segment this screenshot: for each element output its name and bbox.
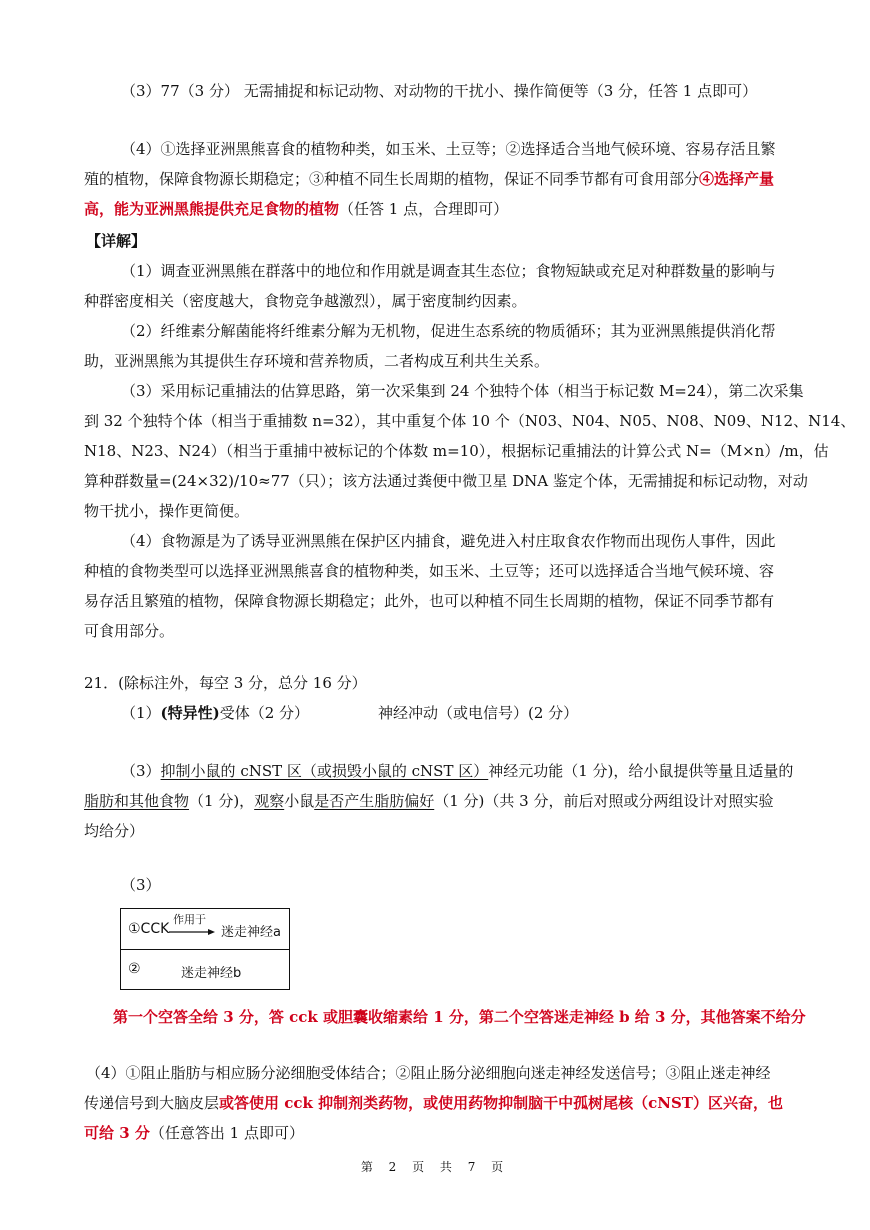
answer-21-4-highlight-a: 或答使用 cck 抑制剂类药物，或使用药物抑制脑干中孤树尾核（cNST）区兴奋，也 bbox=[219, 1094, 783, 1112]
row1-number: ①CCK bbox=[128, 921, 170, 937]
answer-21-3-underline-c: 观察 bbox=[254, 792, 285, 810]
answer-21-4-line3 bbox=[84, 1118, 304, 1148]
answer-20-4-line3-text: （任答 1 点，合理即可） bbox=[339, 200, 509, 218]
answer-21-1 bbox=[121, 698, 309, 728]
detail-p2-line2: 助，亚洲黑熊为其提供生存环境和营养物质，二者构成互利共生关系。 bbox=[84, 352, 550, 370]
answer-20-4-highlight-a: ④选择产量 bbox=[699, 170, 775, 188]
page-footer: 第 2 页 共 7 页 bbox=[360, 1160, 510, 1174]
question-21-heading: 21．(除标注外，每空 3 分，总分 16 分） bbox=[84, 674, 367, 692]
answer-21-4-line2 bbox=[84, 1088, 783, 1118]
answer-21-3-line1 bbox=[121, 756, 793, 786]
row2-number: ② bbox=[128, 961, 141, 977]
detail-p2-line1: （2）纤维素分解菌能将纤维素分解为无机物，促进生态系统的物质循环；其为亚洲黑熊提供消化帮 bbox=[121, 322, 776, 340]
answer-20-4-line2-text: 殖的植物，保障食物源长期稳定；③种植不同生长周期的植物，保证不同季节都有可食用部分 bbox=[84, 170, 700, 188]
answer-21-1-prefix: （1） bbox=[121, 704, 161, 722]
answer-20-4-line3 bbox=[84, 194, 508, 224]
answer-21-1-second: 神经冲动（或电信号）(2 分） bbox=[378, 704, 579, 722]
detail-p3-line1: （3）采用标记重捕法的估算思路，第一次采集到 24 个独特个体（相当于标记数 M=24），第二次采集 bbox=[121, 382, 804, 400]
answer-21-3-prefix: （3） bbox=[121, 762, 161, 780]
answer-21-3-mid-a: （1 分)， bbox=[189, 792, 255, 810]
answer-21-3-line2-text: （1 分)（共 3 分，前后对照或分两组设计对照实验 bbox=[434, 792, 774, 810]
answer-21-4-line1: （4）①阻止脂肪与相应肠分泌细胞受体结合；②阻止肠分泌细胞向迷走神经发送信号；③阻止迷走神经 bbox=[86, 1064, 771, 1082]
detail-p4-line1: （4）食物源是为了诱导亚洲黑熊在保护区内捕食，避免进入村庄取食农作物而出现伤人事件，因此 bbox=[121, 532, 776, 550]
row2-text: 迷走神经b bbox=[181, 966, 242, 981]
answer-20-3: （3）77（3 分） 无需捕捉和标记动物、对动物的干扰小、操作简便等（3 分，任答 1 点即可） bbox=[121, 82, 758, 100]
answer-20-4-line2 bbox=[84, 164, 774, 194]
detail-p3-line4: 算种群数量=(24×32)/10≈77（只）；该方法通过粪便中微卫星 DNA 鉴定个体，无需捕捉和标记动物，对动 bbox=[84, 472, 808, 490]
detail-p4-line4: 可食用部分。 bbox=[84, 622, 175, 640]
answer-20-4-highlight-b: 高，能为亚洲黑熊提供充足食物的植物 bbox=[84, 200, 340, 218]
detail-p3-line2: 到 32 个独特个体（相当于重捕数 n=32），其中重复个体 10 个（N03、N04、N05、N08、N09、N12、N14、 bbox=[84, 412, 856, 430]
answer-21-3-line2 bbox=[84, 786, 773, 816]
answer-21-3-line1-text: 神经元功能（1 分)，给小鼠提供等量且适量的 bbox=[488, 762, 794, 780]
answer-table-row-1 bbox=[121, 909, 289, 950]
answer-21-4-line3-text: （任意答出 1 点即可） bbox=[149, 1124, 304, 1142]
answer-20-4-line1: （4）①选择亚洲黑熊喜食的植物种类，如玉米、土豆等；②选择适合当地气候环境、容易存活且繁 bbox=[121, 140, 776, 158]
answer-21-4-highlight-b: 可给 3 分 bbox=[84, 1124, 150, 1142]
detail-heading: 【详解】 bbox=[86, 232, 147, 250]
answer-21-3-underline-a: 抑制小鼠的 cNST 区（或损毁小鼠的 cNST 区） bbox=[160, 762, 489, 780]
row1-target: 迷走神经a bbox=[221, 925, 281, 940]
arrow-label: 作用于 bbox=[173, 913, 206, 926]
answer-table bbox=[120, 908, 290, 990]
detail-p3-line5: 物干扰小，操作更简便。 bbox=[84, 502, 250, 520]
detail-p1-line1: （1）调查亚洲黑熊在群落中的地位和作用就是调查其生态位；食物短缺或充足对种群数量的影响与 bbox=[121, 262, 776, 280]
right-arrow-icon bbox=[168, 927, 216, 937]
answer-21-3-underline-d: 是否产生脂肪偏好 bbox=[314, 792, 435, 810]
detail-p1-line2: 种群密度相关（密度越大，食物竞争越激烈），属于密度制约因素。 bbox=[84, 292, 527, 310]
answer-21-3-line3: 均给分） bbox=[84, 822, 145, 840]
grading-note: 第一个空答全给 3 分，答 cck 或胆囊收缩素给 1 分，第二个空答迷走神经 b 给 3 分，其他答案不给分 bbox=[113, 1008, 806, 1026]
detail-p3-line3: N18、N23、N24）（相当于重捕中被标记的个体数 m=10），根据标记重捕法的计算公式 N=（M×n）/m，估 bbox=[84, 442, 829, 460]
detail-p4-line2: 种植的食物类型可以选择亚洲黑熊喜食的植物种类，如玉米、土豆等；还可以选择适合当地气候环境、容 bbox=[84, 562, 775, 580]
answer-table-row-2 bbox=[121, 950, 289, 990]
detail-p4-line3: 易存活且繁殖的植物，保障食物源长期稳定；此外，也可以种植不同生长周期的植物，保证不同季节都有 bbox=[84, 592, 775, 610]
answer-21-3b-label: （3） bbox=[121, 876, 161, 894]
answer-21-3-mid-b: 小鼠 bbox=[284, 792, 315, 810]
answer-21-1-bold: (特异性) bbox=[160, 704, 220, 722]
answer-21-4-line2-text: 传递信号到大脑皮层 bbox=[84, 1094, 220, 1112]
answer-21-1-text: 受体（2 分） bbox=[219, 704, 310, 722]
answer-21-3-underline-b: 脂肪和其他食物 bbox=[84, 792, 190, 810]
